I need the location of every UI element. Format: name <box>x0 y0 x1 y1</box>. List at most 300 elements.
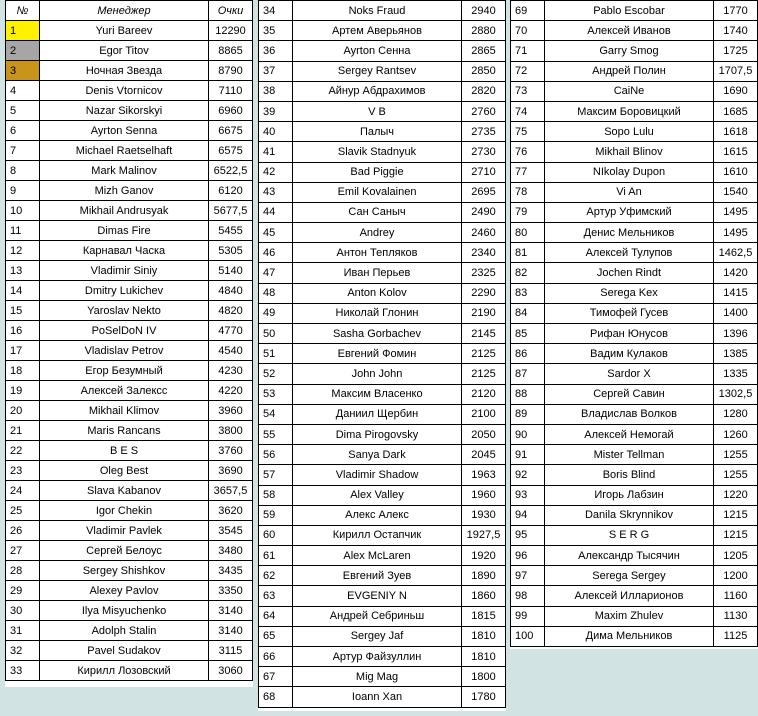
points-cell: 2190 <box>462 303 506 323</box>
manager-cell: Vladimir Pavlek <box>40 521 209 541</box>
manager-cell: B E S <box>40 441 209 461</box>
table-row <box>511 41 758 61</box>
points-cell: 1125 <box>714 626 758 646</box>
rank-cell: 98 <box>511 586 545 606</box>
rank-cell: 59 <box>259 505 293 525</box>
rank-cell: 35 <box>259 21 293 41</box>
table-row <box>259 485 506 505</box>
table-row <box>259 101 506 121</box>
rank-cell: 23 <box>6 461 40 481</box>
rank-cell: 30 <box>6 601 40 621</box>
points-cell: 3350 <box>209 581 253 601</box>
points-cell: 2695 <box>462 182 506 202</box>
rank-cell: 67 <box>259 667 293 687</box>
manager-cell: Сан Саныч <box>293 202 462 222</box>
rank-cell: 61 <box>259 546 293 566</box>
manager-cell: Карнавал Часка <box>40 241 209 261</box>
manager-cell: Noks Fraud <box>293 1 462 21</box>
points-cell: 2145 <box>462 324 506 344</box>
rank-cell: 83 <box>511 283 545 303</box>
table-row <box>6 201 253 221</box>
rank-cell: 31 <box>6 621 40 641</box>
rank-cell: 57 <box>259 465 293 485</box>
rank-cell: 39 <box>259 101 293 121</box>
manager-cell: Sergey Shishkov <box>40 561 209 581</box>
rank-cell: 19 <box>6 381 40 401</box>
manager-cell: Mizh Ganov <box>40 181 209 201</box>
points-cell: 3800 <box>209 421 253 441</box>
table-row <box>259 182 506 202</box>
table-row <box>259 344 506 364</box>
manager-cell: Ночная Звезда <box>40 61 209 81</box>
table-row <box>511 21 758 41</box>
rank-cell: 100 <box>511 626 545 646</box>
rank-cell: 41 <box>259 142 293 162</box>
points-cell: 2735 <box>462 122 506 142</box>
points-cell: 4540 <box>209 341 253 361</box>
table-row <box>259 202 506 222</box>
points-cell: 12290 <box>209 21 253 41</box>
manager-cell: Mikhail Blinov <box>545 142 714 162</box>
points-cell: 1205 <box>714 546 758 566</box>
rank-cell: 60 <box>259 525 293 545</box>
manager-cell: Serega Sergey <box>545 566 714 586</box>
rank-cell: 73 <box>511 81 545 101</box>
points-cell: 4770 <box>209 321 253 341</box>
rank-cell: 34 <box>259 1 293 21</box>
table-row <box>6 21 253 41</box>
points-cell: 5455 <box>209 221 253 241</box>
rank-cell: 85 <box>511 324 545 344</box>
table-row <box>259 606 506 626</box>
table-row <box>6 421 253 441</box>
manager-cell: Даниил Щербин <box>293 404 462 424</box>
points-cell: 1618 <box>714 122 758 142</box>
points-cell: 4840 <box>209 281 253 301</box>
points-cell: 1860 <box>462 586 506 606</box>
rank-cell: 53 <box>259 384 293 404</box>
standings-column-3 <box>510 0 758 649</box>
points-cell: 1420 <box>714 263 758 283</box>
manager-cell: Boris Blind <box>545 465 714 485</box>
table-row <box>511 61 758 81</box>
points-cell: 1685 <box>714 101 758 121</box>
points-cell: 1302,5 <box>714 384 758 404</box>
points-cell: 1130 <box>714 606 758 626</box>
manager-cell: Ioann Xan <box>293 687 462 707</box>
manager-cell: Mister Tellman <box>545 445 714 465</box>
table-row <box>6 521 253 541</box>
manager-cell: Maris Rancans <box>40 421 209 441</box>
standings-table-1 <box>5 0 253 681</box>
table-row <box>6 81 253 101</box>
points-cell: 5677,5 <box>209 201 253 221</box>
manager-cell: Рифан Юнусов <box>545 324 714 344</box>
points-cell: 2125 <box>462 344 506 364</box>
points-cell: 1335 <box>714 364 758 384</box>
points-cell: 7110 <box>209 81 253 101</box>
points-cell: 1615 <box>714 142 758 162</box>
rank-cell: 29 <box>6 581 40 601</box>
manager-cell: Oleg Best <box>40 461 209 481</box>
rank-cell: 2 <box>6 41 40 61</box>
points-cell: 1780 <box>462 687 506 707</box>
points-cell: 1495 <box>714 202 758 222</box>
rank-cell: 38 <box>259 81 293 101</box>
points-cell: 2850 <box>462 61 506 81</box>
points-cell: 3435 <box>209 561 253 581</box>
table-row <box>6 401 253 421</box>
manager-cell: Mikhail Klimov <box>40 401 209 421</box>
points-cell: 2125 <box>462 364 506 384</box>
rank-cell: 36 <box>259 41 293 61</box>
manager-cell: CaiNe <box>545 81 714 101</box>
rank-cell: 17 <box>6 341 40 361</box>
rank-cell: 89 <box>511 404 545 424</box>
table-header-row <box>6 1 253 21</box>
manager-cell: Sardor X <box>545 364 714 384</box>
table-row <box>259 162 506 182</box>
rank-cell: 10 <box>6 201 40 221</box>
manager-cell: Sanya Dark <box>293 445 462 465</box>
manager-cell: Slava Kabanov <box>40 481 209 501</box>
rank-cell: 91 <box>511 445 545 465</box>
points-cell: 1385 <box>714 344 758 364</box>
manager-cell: Serega Kex <box>545 283 714 303</box>
points-cell: 1740 <box>714 21 758 41</box>
manager-cell: Алексей Иванов <box>545 21 714 41</box>
table-row <box>259 263 506 283</box>
rank-cell: 12 <box>6 241 40 261</box>
rank-cell: 42 <box>259 162 293 182</box>
manager-cell: Алекс Алекс <box>293 505 462 525</box>
table-row <box>259 505 506 525</box>
table-row <box>259 1 506 21</box>
manager-cell: Danila Skrynnikov <box>545 505 714 525</box>
points-cell: 2340 <box>462 243 506 263</box>
manager-cell: Ayrton Сенна <box>293 41 462 61</box>
manager-cell: Кирилл Остапчик <box>293 525 462 545</box>
points-cell: 2050 <box>462 424 506 444</box>
rank-cell: 18 <box>6 361 40 381</box>
manager-cell: Vladimir Shadow <box>293 465 462 485</box>
rank-cell: 4 <box>6 81 40 101</box>
rank-cell: 69 <box>511 1 545 21</box>
points-cell: 5140 <box>209 261 253 281</box>
manager-cell: Евгений Зуев <box>293 566 462 586</box>
rank-cell: 14 <box>6 281 40 301</box>
table-row <box>511 485 758 505</box>
points-cell: 3115 <box>209 641 253 661</box>
rank-cell: 63 <box>259 586 293 606</box>
rank-cell: 44 <box>259 202 293 222</box>
table-row <box>511 81 758 101</box>
points-cell: 2760 <box>462 101 506 121</box>
rank-cell: 9 <box>6 181 40 201</box>
points-cell: 8790 <box>209 61 253 81</box>
table-row <box>259 142 506 162</box>
manager-cell: Sopo Lulu <box>545 122 714 142</box>
manager-cell: Ilya Misyuchenko <box>40 601 209 621</box>
table-row <box>511 586 758 606</box>
table-row <box>6 501 253 521</box>
points-cell: 1215 <box>714 505 758 525</box>
rank-cell: 6 <box>6 121 40 141</box>
table-row <box>511 505 758 525</box>
manager-cell: Pablo Escobar <box>545 1 714 21</box>
table-row <box>6 641 253 661</box>
table-row <box>259 283 506 303</box>
table-row <box>259 546 506 566</box>
manager-cell: Vladislav Petrov <box>40 341 209 361</box>
manager-cell: S E R G <box>545 525 714 545</box>
points-cell: 1610 <box>714 162 758 182</box>
table-row <box>6 261 253 281</box>
points-cell: 1810 <box>462 647 506 667</box>
rank-cell: 3 <box>6 61 40 81</box>
manager-cell: Maxim Zhulev <box>545 606 714 626</box>
points-cell: 2880 <box>462 21 506 41</box>
points-cell: 1770 <box>714 1 758 21</box>
header-manager: Менеджер <box>40 1 209 21</box>
manager-cell: Andrey <box>293 223 462 243</box>
rank-cell: 15 <box>6 301 40 321</box>
manager-cell: Yuri Bareev <box>40 21 209 41</box>
points-cell: 2290 <box>462 283 506 303</box>
table-row <box>511 122 758 142</box>
table-row <box>511 283 758 303</box>
standings-table-2 <box>258 0 506 708</box>
manager-cell: Артем Аверьянов <box>293 21 462 41</box>
rank-cell: 13 <box>6 261 40 281</box>
header-number: № <box>6 1 40 21</box>
rank-cell: 45 <box>259 223 293 243</box>
manager-cell: Yaroslav Nekto <box>40 301 209 321</box>
table-row <box>259 21 506 41</box>
manager-cell: Jochen Rindt <box>545 263 714 283</box>
table-row <box>259 324 506 344</box>
points-cell: 1707,5 <box>714 61 758 81</box>
table-row <box>259 41 506 61</box>
manager-cell: Vladimir Siniy <box>40 261 209 281</box>
table-row <box>511 344 758 364</box>
manager-cell: Pavel Sudakov <box>40 641 209 661</box>
table-row <box>511 384 758 404</box>
table-row <box>511 223 758 243</box>
points-cell: 1400 <box>714 303 758 323</box>
rank-cell: 55 <box>259 424 293 444</box>
points-cell: 1690 <box>714 81 758 101</box>
table-row <box>259 243 506 263</box>
table-row <box>511 142 758 162</box>
table-row <box>511 566 758 586</box>
table-row <box>6 301 253 321</box>
rank-cell: 8 <box>6 161 40 181</box>
rank-cell: 72 <box>511 61 545 81</box>
points-cell: 2940 <box>462 1 506 21</box>
points-cell: 2730 <box>462 142 506 162</box>
rank-cell: 95 <box>511 525 545 545</box>
points-cell: 8865 <box>209 41 253 61</box>
rank-cell: 24 <box>6 481 40 501</box>
rank-cell: 25 <box>6 501 40 521</box>
points-cell: 3140 <box>209 621 253 641</box>
table-row <box>511 465 758 485</box>
points-cell: 1160 <box>714 586 758 606</box>
manager-cell: Dmitry Lukichev <box>40 281 209 301</box>
points-cell: 1810 <box>462 626 506 646</box>
table-row <box>259 626 506 646</box>
table-row <box>511 101 758 121</box>
rank-cell: 90 <box>511 424 545 444</box>
rank-cell: 75 <box>511 122 545 142</box>
rank-cell: 54 <box>259 404 293 424</box>
standings-table-3 <box>510 0 758 647</box>
rank-cell: 66 <box>259 647 293 667</box>
points-cell: 3657,5 <box>209 481 253 501</box>
table-row <box>259 384 506 404</box>
rank-cell: 79 <box>511 202 545 222</box>
manager-cell: John John <box>293 364 462 384</box>
rank-cell: 68 <box>259 687 293 707</box>
table-row <box>259 223 506 243</box>
rank-cell: 7 <box>6 141 40 161</box>
points-cell: 6675 <box>209 121 253 141</box>
manager-cell: Garry Smog <box>545 41 714 61</box>
points-cell: 4220 <box>209 381 253 401</box>
table-row <box>6 121 253 141</box>
rank-cell: 86 <box>511 344 545 364</box>
points-cell: 3060 <box>209 661 253 681</box>
table-row <box>6 561 253 581</box>
manager-cell: Alexey Pavlov <box>40 581 209 601</box>
points-cell: 1800 <box>462 667 506 687</box>
table-row <box>259 566 506 586</box>
manager-cell: Максим Власенко <box>293 384 462 404</box>
table-row <box>6 461 253 481</box>
points-cell: 2325 <box>462 263 506 283</box>
rank-cell: 47 <box>259 263 293 283</box>
table-row <box>6 41 253 61</box>
points-cell: 1220 <box>714 485 758 505</box>
rank-cell: 43 <box>259 182 293 202</box>
standings-column-1 <box>5 0 253 687</box>
points-cell: 1960 <box>462 485 506 505</box>
rank-cell: 32 <box>6 641 40 661</box>
rank-cell: 46 <box>259 243 293 263</box>
manager-cell: Айнур Абдрахимов <box>293 81 462 101</box>
table-row <box>6 181 253 201</box>
rank-cell: 65 <box>259 626 293 646</box>
points-cell: 4230 <box>209 361 253 381</box>
points-cell: 1396 <box>714 324 758 344</box>
manager-cell: Dimas Fire <box>40 221 209 241</box>
table-row <box>6 101 253 121</box>
rank-cell: 28 <box>6 561 40 581</box>
manager-cell: Сергей Белоус <box>40 541 209 561</box>
table-row <box>6 541 253 561</box>
table-row <box>259 667 506 687</box>
rank-cell: 84 <box>511 303 545 323</box>
manager-cell: Николай Глонин <box>293 303 462 323</box>
manager-cell: EVGENIY N <box>293 586 462 606</box>
rank-cell: 33 <box>6 661 40 681</box>
manager-cell: Владислав Волков <box>545 404 714 424</box>
rank-cell: 40 <box>259 122 293 142</box>
manager-cell: Сергей Савин <box>545 384 714 404</box>
manager-cell: Denis Vtornicov <box>40 81 209 101</box>
manager-cell: Bad Piggie <box>293 162 462 182</box>
table-row <box>259 586 506 606</box>
table-row <box>511 263 758 283</box>
manager-cell: Emil Kovalainen <box>293 182 462 202</box>
rank-cell: 20 <box>6 401 40 421</box>
points-cell: 3140 <box>209 601 253 621</box>
table-row <box>511 162 758 182</box>
points-cell: 1540 <box>714 182 758 202</box>
table-row <box>259 687 506 707</box>
rank-cell: 93 <box>511 485 545 505</box>
rank-cell: 78 <box>511 182 545 202</box>
manager-cell: Slavik Stadnyuk <box>293 142 462 162</box>
table-row <box>6 341 253 361</box>
manager-cell: Максим Боровицкий <box>545 101 714 121</box>
manager-cell: Дима Мельников <box>545 626 714 646</box>
manager-cell: Sasha Gorbachev <box>293 324 462 344</box>
table-row <box>6 161 253 181</box>
standings-column-2 <box>258 0 506 711</box>
manager-cell: Алексей Немогай <box>545 424 714 444</box>
points-cell: 1725 <box>714 41 758 61</box>
points-cell: 1927,5 <box>462 525 506 545</box>
manager-cell: Артур Файзуллин <box>293 647 462 667</box>
table-row <box>259 525 506 545</box>
table-row <box>259 81 506 101</box>
manager-cell: Александр Тысячин <box>545 546 714 566</box>
rank-cell: 77 <box>511 162 545 182</box>
table-row <box>6 281 253 301</box>
rank-cell: 94 <box>511 505 545 525</box>
rank-cell: 76 <box>511 142 545 162</box>
points-cell: 6522,5 <box>209 161 253 181</box>
rank-cell: 71 <box>511 41 545 61</box>
manager-cell: Igor Chekin <box>40 501 209 521</box>
manager-cell: Egor Titov <box>40 41 209 61</box>
points-cell: 1890 <box>462 566 506 586</box>
manager-cell: Adolph Stalin <box>40 621 209 641</box>
points-cell: 4820 <box>209 301 253 321</box>
points-cell: 1462,5 <box>714 243 758 263</box>
table-row <box>511 445 758 465</box>
table-row <box>511 202 758 222</box>
rank-cell: 1 <box>6 21 40 41</box>
table-row <box>259 61 506 81</box>
points-cell: 2460 <box>462 223 506 243</box>
table-row <box>511 606 758 626</box>
points-cell: 1200 <box>714 566 758 586</box>
rank-cell: 80 <box>511 223 545 243</box>
manager-cell: Андрей Себриньш <box>293 606 462 626</box>
points-cell: 2710 <box>462 162 506 182</box>
table-row <box>6 621 253 641</box>
rank-cell: 52 <box>259 364 293 384</box>
table-row <box>6 321 253 341</box>
table-row <box>511 404 758 424</box>
points-cell: 1255 <box>714 465 758 485</box>
manager-cell: Андрей Полин <box>545 61 714 81</box>
manager-cell: Денис Мельников <box>545 223 714 243</box>
points-cell: 2490 <box>462 202 506 222</box>
